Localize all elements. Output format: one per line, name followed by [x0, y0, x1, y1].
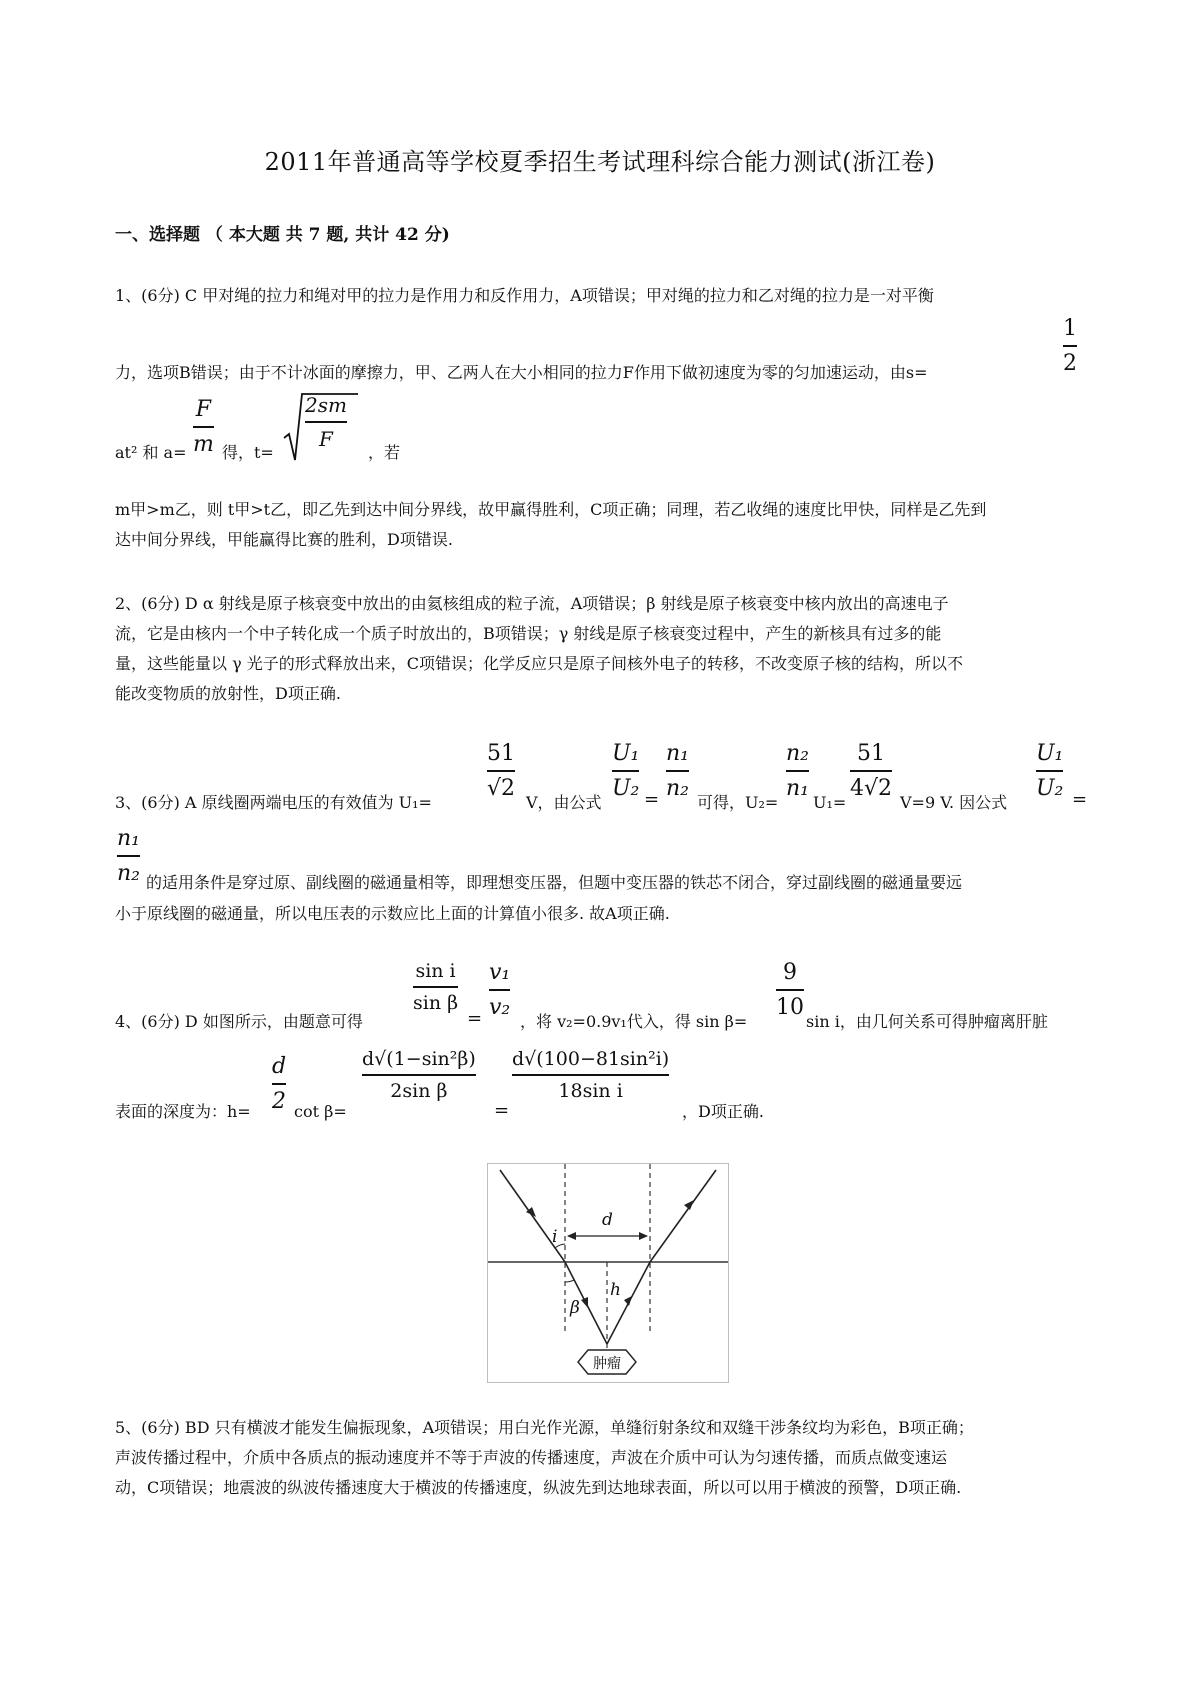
- frac-num: U₁: [612, 741, 640, 766]
- label-i: i: [552, 1227, 558, 1247]
- label-h: h: [610, 1280, 621, 1300]
- frac-num: sin i: [415, 960, 456, 982]
- frac-den: m: [193, 431, 214, 457]
- frac-den: U₂: [1036, 775, 1064, 801]
- frac-num: n₁: [666, 741, 689, 766]
- frac-den: √2: [487, 775, 516, 801]
- frac-den: 2: [272, 1088, 287, 1114]
- q3-frac-51-over-4root2: [850, 741, 892, 801]
- frac-den: 18sin i: [558, 1079, 623, 1102]
- frac-num: d: [272, 1054, 287, 1079]
- q4-frac-d-over-2: [272, 1054, 286, 1114]
- frac-num: 9: [783, 960, 797, 985]
- tumor-label: 肿瘤: [593, 1356, 621, 1372]
- frac-num: v₁: [489, 960, 511, 985]
- frac-num: 51: [857, 741, 885, 766]
- q3-frac-n1-over-n2-2: [117, 826, 140, 886]
- q3-line-1e: V=9 V. 因公式: [900, 793, 1008, 812]
- frac-bar: [487, 770, 515, 772]
- frac-bar: [1036, 770, 1063, 772]
- frac-bar: [512, 1074, 669, 1076]
- q5-line-1: 5、(6分) BD 只有横波才能发生偏振现象，A项错误；用白光作光源，单缝衍射条纹和双缝干涉条纹均为彩色，B项正确；: [115, 1418, 974, 1437]
- q3-line-1b: V，由公式: [526, 793, 602, 812]
- frac-den: 4√2: [850, 775, 893, 801]
- q4-line-2c: ，D项正确.: [682, 1102, 764, 1121]
- emergent-ray: [650, 1170, 716, 1262]
- section-heading: 一、选择题 （ 本大题 共 7 题, 共计 42 分): [115, 225, 450, 245]
- arrow-left-icon: [567, 1232, 576, 1240]
- frac-den: 2: [1063, 350, 1077, 376]
- frac-den: 2sin β: [390, 1079, 448, 1102]
- frac-num: 51: [487, 741, 515, 766]
- q3-frac-51-over-root2: [487, 741, 515, 801]
- q2-line-4: 能改变物质的放射性，D项正确.: [115, 684, 341, 703]
- q3-line-1a: 3、(6分) A 原线圈两端电压的有效值为 U₁=: [115, 793, 432, 812]
- label-d: d: [602, 1210, 613, 1230]
- frac-den: n₂: [117, 860, 140, 886]
- q2-line-3: 量，这些能量以 γ 光子的形式释放出来，C项错误；化学反应只是原子间核外电子的转移，不改变原子核的结构，所以不: [115, 654, 963, 673]
- q1-line-3c: ，若: [368, 443, 401, 462]
- q3-line-3: 小于原线圈的磁通量，所以电压表的示数应比上面的计算值小很多. 故A项正确.: [115, 904, 670, 923]
- frac-num: 1: [1063, 316, 1077, 341]
- frac-den: v₂: [489, 994, 511, 1020]
- frac-bar: [362, 1074, 476, 1076]
- q2-line-2: 流，它是由核内一个中子转化成一个质子时放出的，B项错误；γ 射线是原子核衰变过程中，产生的新核具有过多的能: [115, 624, 942, 643]
- q1-line-2: 力，选项B错误；由于不计冰面的摩擦力，甲、乙两人在大小相同的拉力F作用下做初速度为零的匀加速运动，由s=: [115, 363, 928, 382]
- frac-den: U₂: [612, 775, 640, 801]
- arrow-icon: [624, 1296, 632, 1306]
- q3-equals-sign: =: [644, 789, 660, 810]
- frac-bar: [272, 1083, 286, 1085]
- q4-frac-9-over-10: [776, 960, 804, 1020]
- q1-line-3b: 得，t=: [222, 443, 274, 462]
- frac-num: U₁: [1036, 741, 1064, 766]
- q3-frac-u1-over-u2-2: [1036, 741, 1063, 801]
- q3-frac-u1-over-u2: [612, 741, 639, 801]
- frac-bar: [666, 770, 689, 772]
- q3-equals-sign-2: =: [1072, 789, 1088, 810]
- refraction-diagram: [487, 1163, 729, 1383]
- q4-frac-v1-over-v2: [489, 960, 510, 1020]
- q4-line-1b: ，将 v₂=0.9v₁代入，得 sin β=: [520, 1012, 748, 1031]
- refraction-diagram-svg: [488, 1164, 728, 1382]
- q4-frac-depth-1: [362, 1048, 476, 1102]
- q3-frac-n2-over-n1: [786, 741, 809, 801]
- q3-line-1d: U₁=: [813, 793, 847, 812]
- q4-line-2a: 表面的深度为：h=: [115, 1102, 251, 1121]
- q4-line-2b: cot β=: [294, 1102, 347, 1121]
- frac-den: n₁: [786, 775, 809, 801]
- q1-line-4: m甲>m乙，则 t甲>t乙，即乙先到达中间分界线，故甲赢得胜利，C项正确；同理，若乙收绳的速度比甲快，同样是乙先到: [115, 500, 987, 519]
- frac-den: sin β: [413, 991, 459, 1014]
- page-title: 2011年普通高等学校夏季招生考试理科综合能力测试(浙江卷): [264, 148, 936, 176]
- q3-frac-n1-over-n2: [666, 741, 689, 801]
- arrow-icon: [684, 1200, 694, 1210]
- frac-bar: [1063, 345, 1077, 347]
- q2-line-1: 2、(6分) D α 射线是原子核衰变中放出的由氦核组成的粒子流，A项错误；β 射线是原子核衰变中核内放出的高速电子: [115, 594, 949, 613]
- q1-line-5: 达中间分界线，甲能赢得比赛的胜利，D项错误.: [115, 530, 453, 549]
- frac-num: n₁: [117, 826, 140, 851]
- frac-bar: [786, 770, 809, 772]
- q5-line-3: 动，C项错误；地震波的纵波传播速度大于横波的传播速度，纵波先到达地球表面，所以可以用于横波的预警，D项正确.: [115, 1478, 962, 1497]
- q4-equals-sign-2: =: [494, 1100, 510, 1121]
- frac-num: F: [195, 397, 212, 422]
- angle-beta-arc: [565, 1280, 574, 1282]
- q4-frac-depth-2: [512, 1048, 669, 1102]
- frac-bar: [305, 421, 347, 423]
- q4-equals-sign: =: [467, 1008, 483, 1029]
- q1-frac-f-over-m: [193, 397, 214, 457]
- label-beta: β: [570, 1298, 580, 1318]
- frac-num: n₂: [786, 741, 809, 766]
- frac-bar: [117, 855, 140, 857]
- frac-bar: [776, 989, 804, 991]
- arrow-icon: [581, 1297, 588, 1308]
- frac-den: n₂: [666, 775, 689, 801]
- frac-bar: [193, 426, 214, 428]
- frac-bar: [413, 986, 458, 988]
- arrow-right-icon: [639, 1232, 648, 1240]
- q1-line-1: 1、(6分) C 甲对绳的拉力和绳对甲的拉力是作用力和反作用力，A项错误；甲对绳的拉力和乙对绳的拉力是一对平衡: [115, 286, 934, 305]
- frac-bar: [489, 989, 510, 991]
- frac-num: 2sm: [305, 393, 347, 417]
- q4-line-1c: sin i，由几何关系可得肿瘤离肝脏: [806, 1012, 1048, 1031]
- frac-bar: [850, 770, 892, 772]
- frac-bar: [612, 770, 639, 772]
- frac-num: d√(1−sin²β): [362, 1048, 476, 1070]
- frac-den: 10: [776, 994, 804, 1020]
- frac-num: d√(100−81sin²i): [512, 1048, 670, 1070]
- q3-line-2: 的适用条件是穿过原、副线圈的磁通量相等，即理想变压器，但题中变压器的铁芯不闭合，穿过副线圈的磁通量要远: [146, 873, 963, 892]
- frac-den: F: [319, 426, 333, 451]
- q4-frac-sini-over-sinbeta: [413, 960, 458, 1014]
- q1-frac-2sm-over-f: [305, 393, 347, 451]
- q5-line-2: 声波传播过程中，介质中各质点的振动速度并不等于声波的传播速度，声波在介质中可认为匀速传播，而质点做变速运: [115, 1448, 948, 1467]
- q1-frac-half: [1063, 316, 1077, 376]
- q3-line-1c: 可得，U₂=: [697, 793, 779, 812]
- q1-line-3a: at² 和 a=: [115, 443, 187, 462]
- q4-line-1a: 4、(6分) D 如图所示，由题意可得: [115, 1012, 363, 1031]
